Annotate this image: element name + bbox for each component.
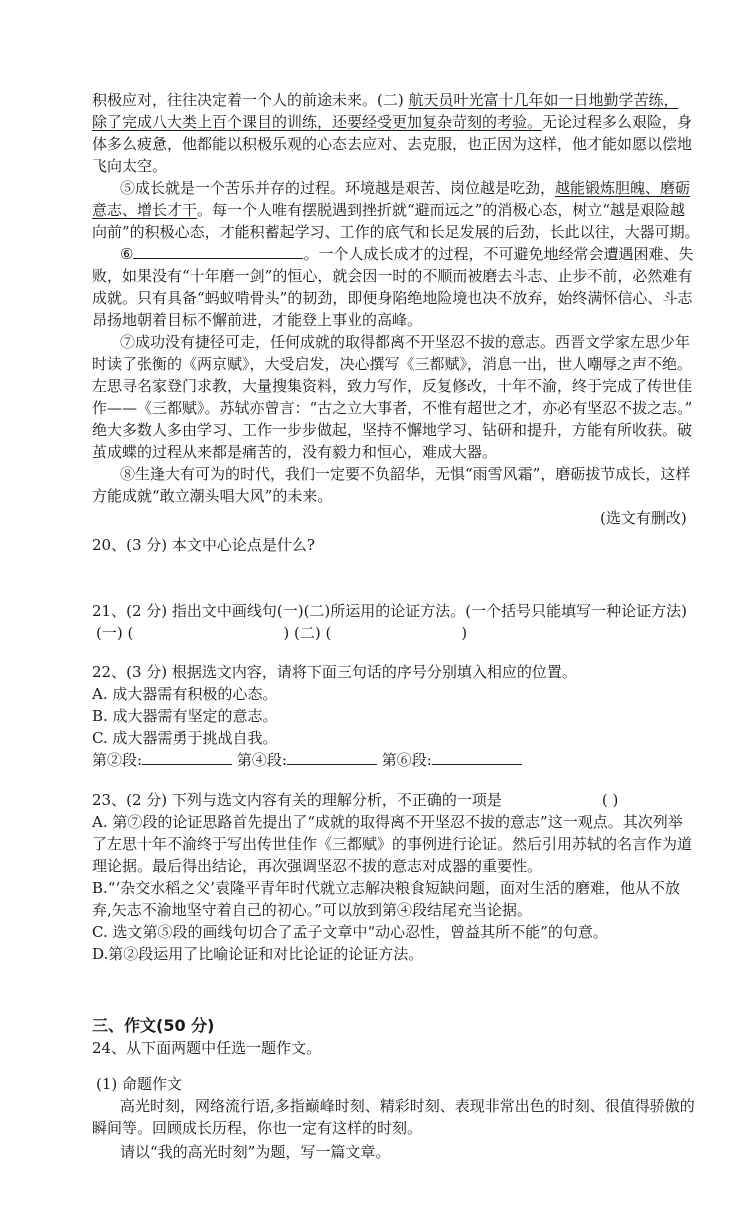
paragraph-5-line [120, 177, 690, 199]
section-heading: 三、作文(50 分) [92, 1016, 215, 1035]
paren-close: ) [461, 624, 468, 642]
passage-text: 。每一个人唯有摆脱遇到挫折就“避而远之”的消极心态，树立“越是艰险越 [197, 201, 686, 219]
paragraph-7-line: 茧成蝶的过程从来都是痛苦的，没有毅力和恒心，难成大器。 [92, 443, 498, 461]
paragraph-number: ⑥ [120, 245, 134, 263]
underlined-phrase: 越能锻炼胆魄、磨砺 [555, 179, 691, 197]
paragraph-8-line: 方能成就“敢立潮头唱大风”的未来。 [92, 487, 333, 505]
underlined-sentence-two: 除了完成八大类上百个课目的训练，还要经受更加复杂苛刻的考验。 [92, 113, 543, 131]
essay-prompt-line: 瞬间等。回顾成长历程，你也一定有这样的时刻。 [92, 1119, 423, 1137]
answer-label-two: (二) ( [293, 624, 332, 642]
question-23-stem: 23、(2 分) 下列与选文内容有关的理解分析，不正确的一项是 [92, 791, 502, 809]
paragraph-7-line: 时读了张衡的《两京赋》，大受启发，决心撰写《三都赋》，消息一出，世人嘲辱之声不绝。 [92, 355, 693, 373]
paragraph-5-line: 向前”的积极心态，才能积蓄起学习、工作的底气和长足发展的后劲，长此以往，大器可期。 [92, 223, 700, 241]
question-23-option-a: 理论据。最后得出结论，再次强调坚忍不拔的意志对成器的重要性。 [92, 857, 543, 875]
question-20: 20、(3 分) 本文中心论点是什么? [92, 536, 315, 554]
essay-prompt-line: 高光时刻，网络流行语,多指巅峰时刻、精彩时刻、表现非常出色的时刻、很值得骄傲的 [120, 1097, 695, 1115]
paragraph-6-line: 昂扬地朝着目标不懈前进，才能登上事业的高峰。 [92, 311, 423, 329]
answer-paren[interactable]: ( ) [601, 791, 619, 809]
source-note: (选文有删改) [600, 509, 687, 527]
answer-blank-para-6[interactable] [432, 750, 522, 765]
paragraph-7-line: ⑦成功没有捷径可走，任何成就的取得都离不开坚忍不拔的意志。西晋文学家左思少年 [120, 333, 691, 351]
answer-label-para-6: 第⑥段: [381, 751, 432, 769]
question-22-option-b: B. 成大器需有坚定的意志。 [92, 707, 278, 725]
answer-blank-para-4[interactable] [287, 750, 377, 765]
essay-prompt-line: 请以“我的高光时刻”为题，写一篇文章。 [120, 1143, 391, 1161]
passage-line: 飞向太空。 [92, 157, 168, 175]
passage-text: 积极应对，往往决定着一个人的前途未来。(二) [92, 91, 409, 109]
question-24: 24、从下面两题中任选一题作文。 [92, 1039, 322, 1057]
underlined-phrase: 意志、增长才干 [92, 201, 198, 219]
question-23 [92, 789, 618, 811]
question-21-answers [96, 622, 467, 644]
question-22-option-c: C. 成大器需勇于挑战自我。 [92, 729, 278, 747]
passage-text: 。一个人成长成才的过程，不可避免地经常会遭遇困难、失 [303, 245, 694, 263]
underlined-sentence-two: 航天员叶光富十几年如一日地勤学苦练， [408, 91, 679, 109]
paragraph-6-line: 成就。只有具备“蚂蚁啃骨头”的韧劲，即便身陷绝地险境也决不放弃，始终满怀信心、斗志 [92, 289, 693, 307]
paren-close: ) [283, 624, 290, 642]
paragraph-7-line: 绝大多数人多由学习、工作一步步做起，坚持不懈地学习、钻研和提升，方能有所收获。破 [92, 421, 693, 439]
question-23-option-a: A. 第⑦段的论证思路首先提出了“成就的取得离不开坚忍不拔的意志”这一观点。其次列举 [92, 813, 683, 831]
answer-label-para-2: 第②段: [92, 751, 143, 769]
question-21: 21、(2 分) 指出文中画线句(一)(二)所运用的论证方法。(一个括号只能填写一种论证方法) [92, 602, 687, 620]
fill-blank-sentence[interactable] [133, 244, 303, 259]
passage-line [92, 111, 692, 133]
paragraph-7-line: 左思寻名家登门求教，大量搜集资料，致力写作，反复修改，十年不渝，终于完成了传世佳 [92, 377, 693, 395]
essay-option-title: (1) 命题作文 [96, 1075, 183, 1093]
paragraph-5-line [92, 199, 685, 221]
passage-text: ⑤成长就是一个苦乐并存的过程。环境越是艰苦、岗位越是吃劲， [120, 179, 556, 197]
question-23-option-a: 了左思十年不渝终于写出传世佳作《三都赋》的事例进行论证。然后引用苏轼的名言作为道 [92, 835, 693, 853]
paragraph-8-line: ⑧生逢大有可为的时代，我们一定要不负韶华，无惧“雨雪风霜”，磨砺拔节成长，这样 [120, 465, 691, 483]
question-22-option-a: A. 成大器需有积极的心态。 [92, 685, 278, 703]
paragraph-7-line: 作——《三都赋》。苏轼亦曾言：“古之立大事者，不惟有超世之才，亦必有坚忍不拔之志。” [92, 399, 693, 417]
paragraph-6-line [120, 243, 693, 265]
passage-line: 体多么疲惫，他都能以积极乐观的心态去应对、去克服，也正因为这样，他才能如愿以偿地 [92, 135, 693, 153]
question-23-option-b: 弃,矢志不渝地坚守着自己的初心。”可以放到第④段结尾充当论据。 [92, 901, 532, 919]
question-23-option-b: B.“‘杂交水稻之父’袁隆平青年时代就立志解决粮食短缺问题，面对生活的磨难，他从不放 [92, 879, 680, 897]
passage-text: 无论过程多么艰险，身 [542, 113, 693, 131]
answer-label-one: (一) ( [96, 624, 134, 642]
passage-line [92, 89, 679, 111]
question-22-answers [92, 749, 522, 771]
answer-label-para-4: 第④段: [236, 751, 287, 769]
question-22: 22、(3 分) 根据选文内容，请将下面三句话的序号分别填入相应的位置。 [92, 663, 577, 681]
question-23-option-c: C. 选文第⑤段的画线句切合了孟子文章中“动心忍性，曾益其所不能”的句意。 [92, 923, 608, 941]
question-23-option-d: D.第②段运用了比喻论证和对比论证的论证方法。 [92, 945, 424, 963]
answer-blank-para-2[interactable] [142, 750, 232, 765]
paragraph-6-line: 败，如果没有“十年磨一剑”的恒心，就会因一时的不顺而被磨去斗志、止步不前，必然难有 [92, 267, 693, 285]
